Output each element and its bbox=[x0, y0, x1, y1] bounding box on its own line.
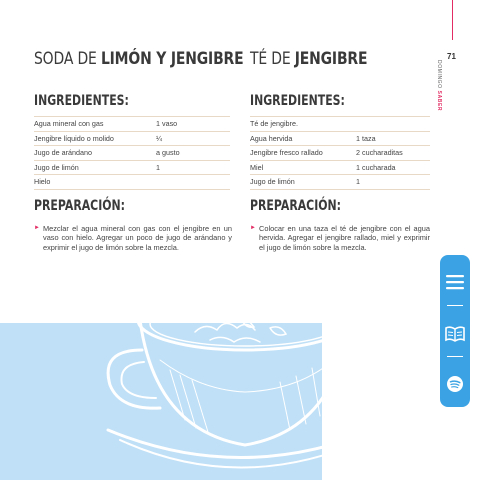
book-icon bbox=[445, 326, 465, 342]
ingredient-name: Miel bbox=[250, 160, 356, 175]
table-row bbox=[250, 146, 430, 161]
ingredients-table bbox=[34, 116, 230, 190]
recipe-te bbox=[250, 48, 430, 253]
table-row bbox=[34, 160, 230, 175]
spotify-icon bbox=[446, 375, 464, 393]
preparation-list bbox=[34, 224, 232, 253]
page-number: 71 bbox=[447, 52, 456, 61]
ingredient-name: Agua hervida bbox=[250, 131, 356, 146]
spotify-button[interactable] bbox=[440, 369, 470, 399]
ingredient-name: Jugo de limón bbox=[34, 160, 156, 175]
ingredient-qty: 1 taza bbox=[356, 131, 430, 146]
ingredient-name: Hielo bbox=[34, 175, 156, 190]
ingredient-qty: 1 bbox=[356, 175, 430, 190]
ingredient-qty: 1 cucharada bbox=[356, 160, 430, 175]
preparation-step bbox=[250, 224, 430, 253]
table-row bbox=[34, 131, 230, 146]
preparation-heading: PREPARACIÓN: bbox=[250, 197, 342, 214]
ingredient-qty: 1 bbox=[156, 160, 230, 175]
ingredients-heading: INGREDIENTES: bbox=[34, 93, 129, 109]
ingredient-qty bbox=[156, 175, 230, 190]
recipe-title-light: SODA DE bbox=[34, 49, 101, 69]
preparation-list bbox=[250, 224, 430, 253]
ingredient-name: Agua mineral con gas bbox=[34, 117, 156, 132]
ingredient-qty bbox=[356, 117, 430, 132]
running-head bbox=[436, 60, 442, 120]
ingredient-name: Jugo de limón bbox=[250, 175, 356, 190]
table-row bbox=[250, 175, 430, 190]
running-head-prefix: DOMINGO bbox=[436, 60, 442, 91]
table-row bbox=[250, 131, 430, 146]
recipe-title bbox=[250, 48, 398, 72]
margin-rule bbox=[452, 0, 453, 40]
table-row bbox=[34, 175, 230, 190]
ingredient-qty: 2 cucharaditas bbox=[356, 146, 430, 161]
table-row bbox=[250, 117, 430, 132]
ingredient-name: Jengibre líquido o molido bbox=[34, 131, 156, 146]
toolbar-divider bbox=[447, 305, 463, 306]
side-toolbar bbox=[440, 255, 470, 407]
recipe-title-light: TÉ DE bbox=[250, 49, 295, 69]
ingredient-qty: ¼ bbox=[156, 131, 230, 146]
ingredient-name: Jugo de arándano bbox=[34, 146, 156, 161]
ingredient-qty: 1 vaso bbox=[156, 117, 230, 132]
preparation-text: Colocar en una taza el té de jengibre con el agua hervida. Agregar el jengibre rallado, miel y exprimir el jugo de limón sobre la mezcla. bbox=[259, 223, 430, 253]
teacup-illustration bbox=[100, 280, 380, 480]
ingredient-name: Jengibre fresco rallado bbox=[250, 146, 356, 161]
ingredients-table bbox=[250, 116, 430, 190]
recipe-soda bbox=[34, 48, 244, 253]
recipe-title-bold: LIMÓN Y JENGIBRE bbox=[100, 49, 244, 69]
table-row bbox=[250, 160, 430, 175]
toolbar-divider bbox=[447, 356, 463, 357]
table-row bbox=[34, 117, 230, 132]
preparation-text: Mezclar el agua mineral con gas con el jengibre en un vaso con hielo. Agregar un poco de jugo de arándano y exprimir el jugo de limón sobre la mezcla. bbox=[43, 223, 232, 253]
recipe-title bbox=[34, 48, 244, 72]
table-row bbox=[34, 146, 230, 161]
preparation-step bbox=[34, 224, 232, 253]
ingredients-heading: INGREDIENTES: bbox=[250, 93, 345, 109]
running-head-emphasis: SABER bbox=[436, 90, 442, 112]
ingredient-name: Té de jengibre. bbox=[250, 117, 356, 132]
ingredient-qty: a gusto bbox=[156, 146, 230, 161]
book-button[interactable] bbox=[440, 319, 470, 349]
menu-button[interactable] bbox=[440, 267, 470, 297]
menu-icon bbox=[446, 274, 464, 290]
preparation-heading: PREPARACIÓN: bbox=[34, 197, 126, 214]
recipe-title-bold: JENGIBRE bbox=[294, 49, 368, 69]
bullet-triangle-icon: ► bbox=[250, 224, 256, 231]
bullet-triangle-icon: ► bbox=[34, 224, 40, 231]
